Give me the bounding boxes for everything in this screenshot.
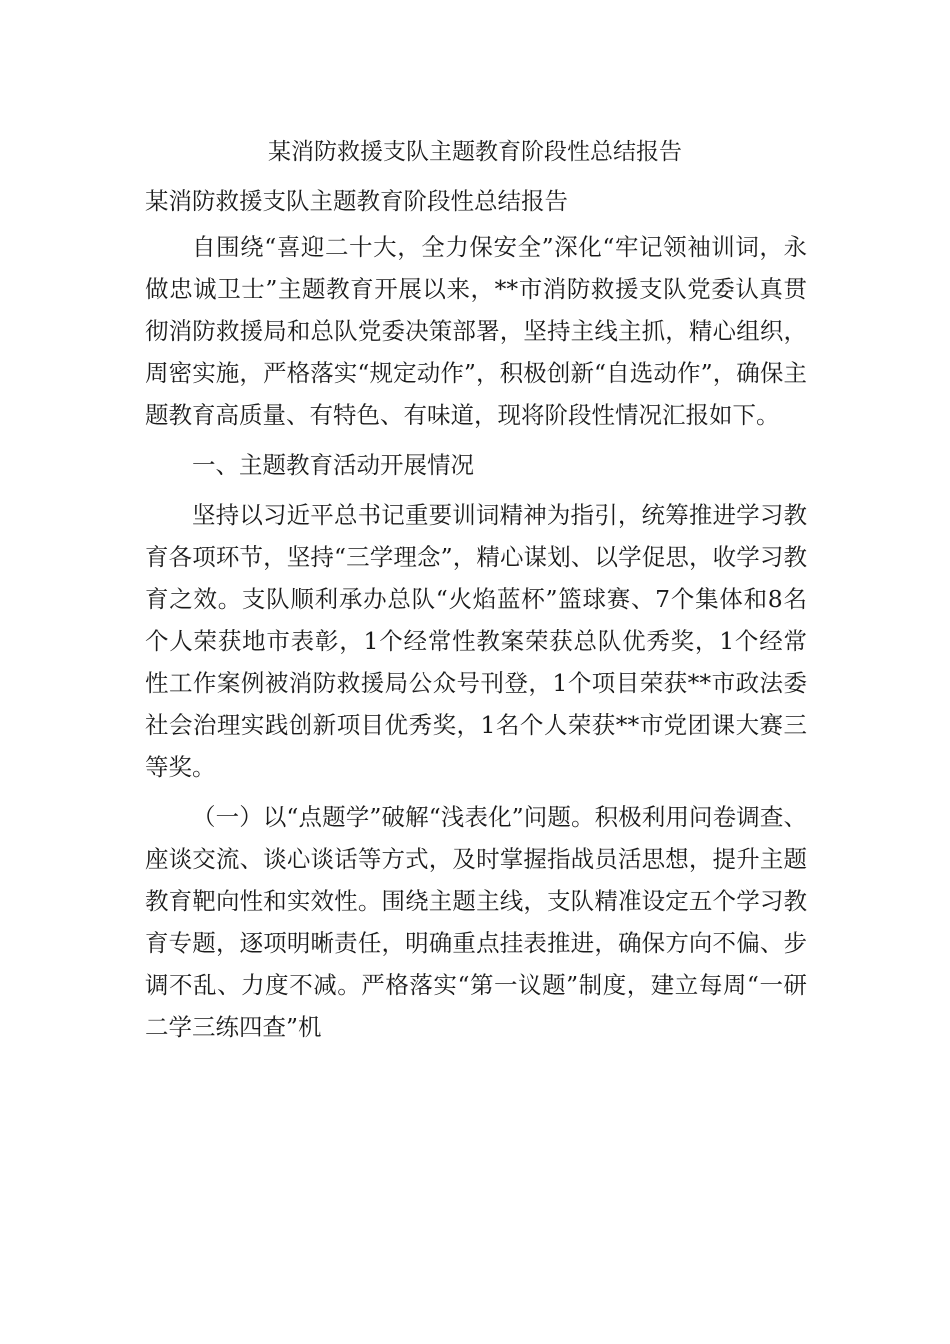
intro-paragraph: 自围绕“喜迎二十大，全力保安全”深化“牢记领袖训词，永做忠诚卫士”主题教育开展以来，**市消防救援支队党委认真贯彻消防救援局和总队党委决策部署，坚持主线主抓，精心组织，周密实施，严格落实“规定动作”，积极创新“自选动作”，确保主题教育高质量、有特色、有味道，现将阶段性情况汇报如下。 [145,233,807,429]
document-body [145,180,807,1056]
subsection-paragraph: （一）以“点题学”破解“浅表化”问题。积极利用问卷调查、座谈交流、谈心谈话等方式，及时掌握指战员活思想，提升主题教育靶向性和实效性。围绕主题主线，支队精准设定五个学习教育专题，逐项明晰责任，明确重点挂表推进，确保方向不偏、步调不乱、力度不减。严格落实“第一议题”制度，建立每周“一研二学三练四查”机 [145,803,807,1041]
document-title: 某消防救援支队主题教育阶段性总结报告 [268,139,682,165]
section-paragraph: 坚持以习近平总书记重要训词精神为指引，统筹推进学习教育各项环节，坚持“三学理念”，精心谋划、以学促思，收学习教育之效。支队顺利承办总队“火焰蓝杯”篮球赛、7个集体和8名个人荣获地市表彰，1个经常性教案荣获总队优秀奖，1个经常性工作案例被消防救援局公众号刊登，1个项目荣获**市政法委社会治理实践创新项目优秀奖，1名个人荣获**市党团课大赛三等奖。 [145,501,807,781]
document-subtitle: 某消防救援支队主题教育阶段性总结报告 [145,187,568,215]
section-heading: 一、主题教育活动开展情况 [192,451,474,479]
